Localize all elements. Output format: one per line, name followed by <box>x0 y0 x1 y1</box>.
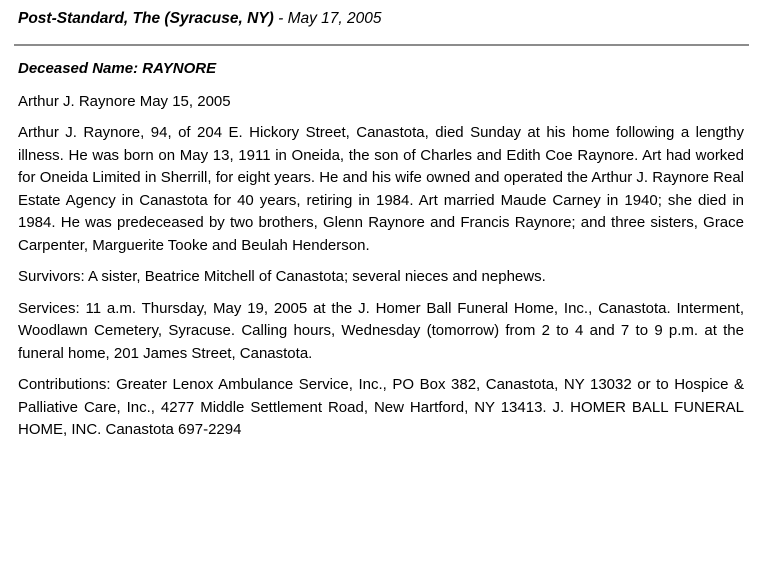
contributions-paragraph: Contributions: Greater Lenox Ambulance Service, Inc., PO Box 382, Canastota, NY 13032 or to Hospice & Palliative Care, Inc., 4277 Middle Settlement Road, New Hartford, NY 13413. J. HOMER BALL FUNERAL HOME, INC. Canastota 697-2294 <box>18 376 744 438</box>
newspaper-source: Post-Standard, The (Syracuse, NY) <box>18 10 274 27</box>
obituary-body <box>18 58 744 451</box>
header-separator: - <box>273 10 288 27</box>
deceased-name: RAYNORE <box>142 60 217 77</box>
publication-date: May 17, 2005 <box>287 10 382 27</box>
biography-paragraph: Arthur J. Raynore, 94, of 204 E. Hickory Street, Canastota, died Sunday at his home following a lengthy illness. He was born on May 13, 1911 in Oneida, the son of Charles and Edith Coe Raynore. Art had worked for Oneida Limited in Sherrill, for eight years. He and his wife owned and operated the Arthur J. Raynore Real Estate Agency in Canastota for 40 years, retiring in 1984. Art married Maude Carney in 1940; she died in 1984. He was predeceased by two brothers, Glenn Raynore and Francis Raynore; and three sisters, Grace Carpenter, Marguerite Tooke and Beulah Henderson. <box>18 124 744 254</box>
survivors-paragraph: Survivors: A sister, Beatrice Mitchell of Canastota; several nieces and nephews. <box>18 268 546 285</box>
header <box>18 10 382 28</box>
deceased-name-line <box>18 58 744 81</box>
obituary-title: Arthur J. Raynore May 15, 2005 <box>18 92 231 110</box>
deceased-label: Deceased Name: <box>18 60 139 77</box>
header-divider <box>14 44 749 46</box>
services-paragraph: Services: 11 a.m. Thursday, May 19, 2005 at the J. Homer Ball Funeral Home, Inc., Canastota. Interment, Woodlawn Cemetery, Syracuse. Calling hours, Wednesday (tomorrow) from 2 to 4 and 7 to 9 p.m. at the funeral home, 201 James Street, Canastota. <box>18 299 744 362</box>
